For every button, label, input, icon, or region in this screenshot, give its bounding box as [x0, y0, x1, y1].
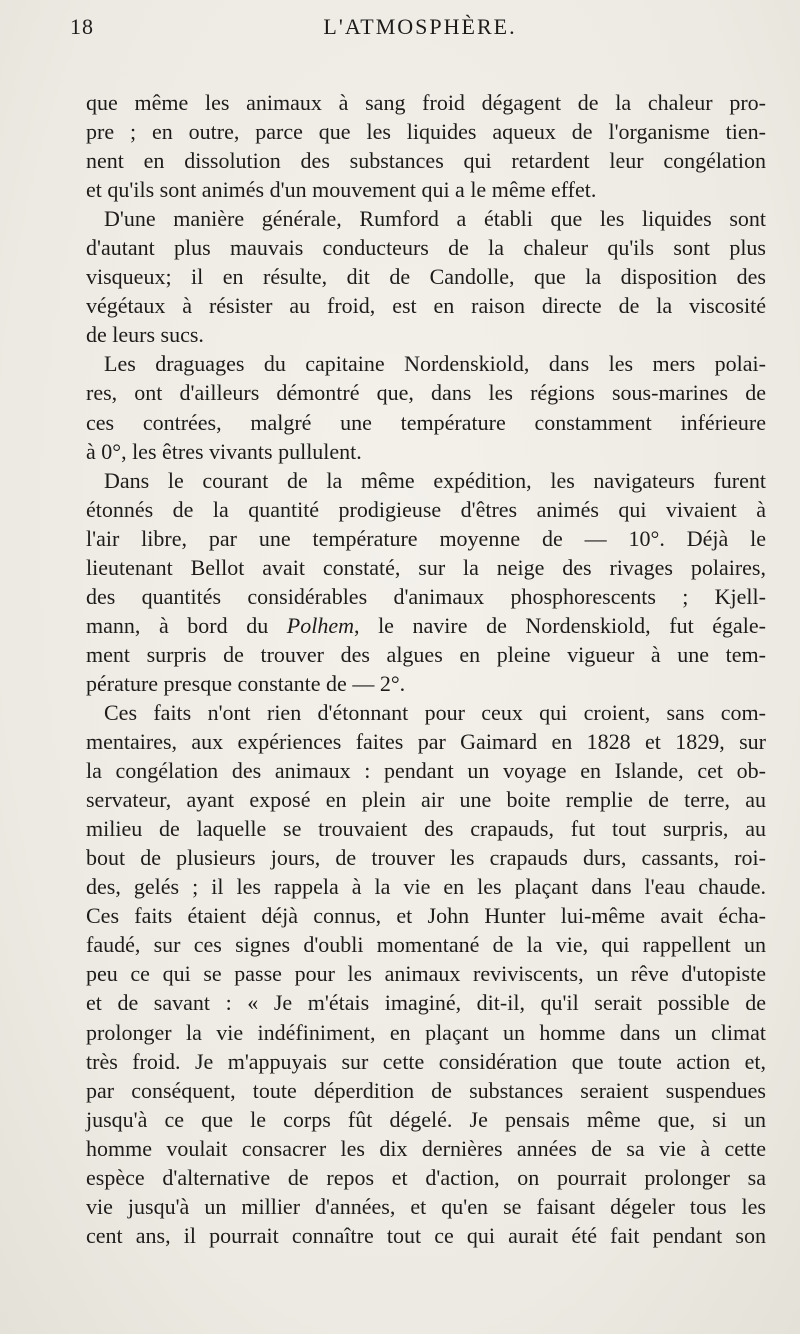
text-line: jusqu'à ce que le corps fût dégelé. Je pensais même que, si un [86, 1106, 766, 1132]
page-header [70, 14, 770, 46]
text-line: Les draguages du capitaine Nordenskiold, dans les mers polai- [104, 351, 766, 377]
text-line: à 0°, les êtres vivants pullulent. [86, 438, 362, 464]
text-line: la congélation des animaux : pendant un voyage en Islande, cet ob- [86, 758, 766, 784]
body-text [86, 88, 766, 1250]
text-line: pre ; en outre, parce que les liquides aqueux de l'organisme tien- [86, 119, 766, 145]
text-line: peu ce qui se passe pour les animaux reviviscents, un rêve d'utopiste [86, 961, 766, 987]
text-line: mann, à bord du Polhem, le navire de Nordenskiold, fut égale- [86, 612, 766, 638]
text-line: ment surpris de trouver des algues en pleine vigueur à une tem- [86, 641, 766, 667]
text-line: nent en dissolution des substances qui retardent leur congélation [86, 148, 766, 174]
text-line: vie jusqu'à un millier d'années, et qu'en se faisant dégeler tous les [86, 1193, 766, 1219]
text-line: servateur, ayant exposé en plein air une boite remplie de terre, au [86, 787, 766, 813]
text-line: étonnés de la quantité prodigieuse d'êtres animés qui vivaient à [86, 496, 766, 522]
text-line: res, ont d'ailleurs démontré que, dans les régions sous-marines de [86, 380, 766, 406]
text-line: et qu'ils sont animés d'un mouvement qui a le même effet. [86, 177, 597, 203]
text-line: et de savant : « Je m'étais imaginé, dit-il, qu'il serait possible de [86, 990, 766, 1016]
text-line: homme voulait consacrer les dix dernières années de sa vie à cette [86, 1135, 766, 1161]
text-line: mentaires, aux expériences faites par Gaimard en 1828 et 1829, sur [86, 729, 766, 755]
text-line: des quantités considérables d'animaux phosphorescents ; Kjell- [86, 583, 766, 609]
text-line: pérature presque constante de — 2°. [86, 670, 406, 696]
running-title: L'ATMOSPHÈRE. [323, 14, 517, 39]
text-line: d'autant plus mauvais conducteurs de la chaleur qu'ils sont plus [86, 235, 766, 261]
text-line: ces contrées, malgré une température constamment inférieure [86, 409, 766, 435]
text-line: Ces faits étaient déjà connus, et John Hunter lui-même avait écha- [86, 903, 766, 929]
text-line: lieutenant Bellot avait constaté, sur la neige des rivages polaires, [86, 554, 766, 580]
text-line: des, gelés ; il les rappela à la vie en les plaçant dans l'eau chaude. [86, 874, 766, 900]
text-line: prolonger la vie indéfiniment, en plaçant un homme dans un climat [86, 1019, 766, 1045]
text-line: milieu de laquelle se trouvaient des crapauds, fut tout surpris, au [86, 816, 766, 842]
text-line: par conséquent, toute déperdition de substances seraient suspendues [86, 1077, 766, 1103]
text-line: de leurs sucs. [86, 322, 204, 348]
text-line: D'une manière générale, Rumford a établi que les liquides sont [104, 206, 766, 232]
text-line: très froid. Je m'appuyais sur cette considération que toute action et, [86, 1048, 766, 1074]
text-line: cent ans, il pourrait connaître tout ce qui aurait été fait pendant son [86, 1222, 766, 1248]
text-line: Ces faits n'ont rien d'étonnant pour ceux qui croient, sans com- [104, 699, 766, 725]
text-line: végétaux à résister au froid, est en raison directe de la viscosité [86, 293, 766, 319]
text-line: l'air libre, par une température moyenne de — 10°. Déjà le [86, 525, 766, 551]
ship-name: Polhem [286, 612, 354, 638]
text-line: que même les animaux à sang froid dégagent de la chaleur pro- [86, 90, 766, 115]
text-line: faudé, sur ces signes d'oubli momentané de la vie, qui rappellent un [86, 932, 766, 958]
page-number: 18 [70, 14, 94, 39]
text-line: Dans le courant de la même expédition, les navigateurs furent [104, 467, 766, 493]
text-line: visqueux; il en résulte, dit de Candolle, que la disposition des [86, 264, 766, 290]
text-line: espèce d'alternative de repos et d'action, on pourrait prolonger sa [86, 1164, 766, 1190]
text-line: bout de plusieurs jours, de trouver les crapauds durs, cassants, roi- [86, 845, 766, 871]
